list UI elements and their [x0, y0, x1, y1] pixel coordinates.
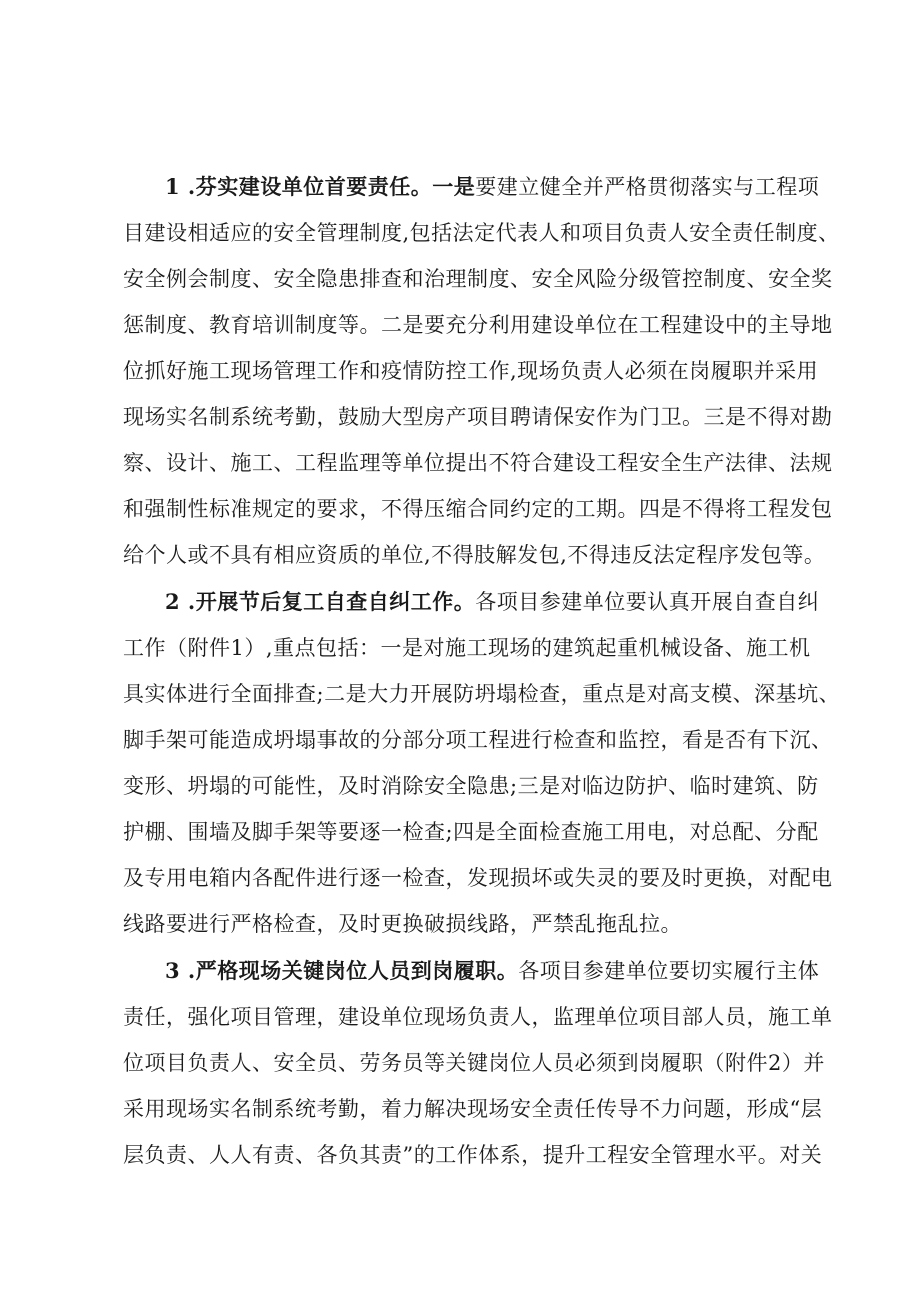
paragraph-1-line-4: 惩制度、教育培训制度等。二是要充分利用建设单位在工程建设中的主导地: [123, 313, 833, 337]
paragraph-1-line-2: 目建设相适应的安全管理制度,包括法定代表人和项目负责人安全责任制度、: [123, 221, 840, 245]
section-3-text: 各项目参建单位要切实履行主体: [518, 959, 820, 983]
paragraph-3-line-1: [165, 956, 819, 986]
paragraph-1-line-1: [165, 172, 819, 202]
paragraph-2-line-6: 护棚、围墙及脚手架等要逐一检查;四是全面检查施工用电，对总配、分配: [123, 820, 819, 844]
paragraph-3-line-4: 采用现场实名制系统考勤，着力解决现场安全责任传导不力问题，形成“层: [123, 1097, 823, 1121]
paragraph-2-line-1: [165, 587, 819, 617]
paragraph-1-line-8: 和强制性标准规定的要求，不得压缩合同约定的工期。四是不得将工程发包: [123, 497, 833, 521]
section-2-text: 各项目参建单位要认真开展自查自纠: [475, 590, 820, 614]
paragraph-3-line-2: 责任，强化项目管理，建设单位现场负责人，监理单位项目部人员，施工单: [123, 1005, 833, 1029]
paragraph-1-line-7: 察、设计、施工、工程监理等单位提出不符合建设工程安全生产法律、法规: [123, 451, 833, 475]
paragraph-1-line-3: 安全例会制度、安全隐患排查和治理制度、安全风险分级管控制度、安全奖: [123, 267, 833, 291]
paragraph-2-line-7: 及专用电箱内各配件进行逐一检查，发现损坏或失灵的要及时更换，对配电: [123, 866, 833, 890]
paragraph-3-line-5: 层负责、人人有责、各负其责”的工作体系，提升工程安全管理水平。对关: [123, 1143, 823, 1167]
paragraph-3-line-3: 位项目负责人、安全员、劳务员等关键岗位人员必须到岗履职（附件2）并: [123, 1051, 825, 1075]
paragraph-2-line-4: 脚手架可能造成坍塌事故的分部分项工程进行检查和监控，看是否有下沉、: [123, 728, 833, 752]
paragraph-1-line-6: 现场实名制系统考勤，鼓励大型房产项目聘请保安作为门卫。三是不得对勘: [123, 405, 833, 429]
paragraph-1-line-9: 给个人或不具有相应资质的单位,不得肢解发包,不得违反法定程序发包等。: [123, 543, 826, 567]
section-1-heading: 1 .芬实建设单位首要责任。一是: [165, 174, 476, 199]
paragraph-2-line-2: 工作（附件1）,重点包括：一是对施工现场的建筑起重机械设备、施工机: [123, 636, 811, 660]
paragraph-2-line-8: 线路要进行严格检查，及时更换破损线路，严禁乱拖乱拉。: [123, 912, 682, 936]
section-2-heading: 2 .开展节后复工自查自纠工作。: [165, 589, 476, 614]
paragraph-2-line-3: 具实体进行全面排查;二是大力开展防坍塌检查，重点是对高支模、深基坑、: [123, 682, 841, 706]
paragraph-1-line-5: 位抓好施工现场管理工作和疫情防控工作,现场负责人必须在岗履职并采用: [123, 359, 819, 383]
section-3-heading: 3 .严格现场关键岗位人员到岗履职。: [165, 958, 519, 983]
section-1-text: 要建立健全并严格贯彻落实与工程项: [475, 175, 820, 199]
paragraph-2-line-5: 变形、坍塌的可能性，及时消除安全隐患;三是对临边防护、临时建筑、防: [123, 774, 819, 798]
